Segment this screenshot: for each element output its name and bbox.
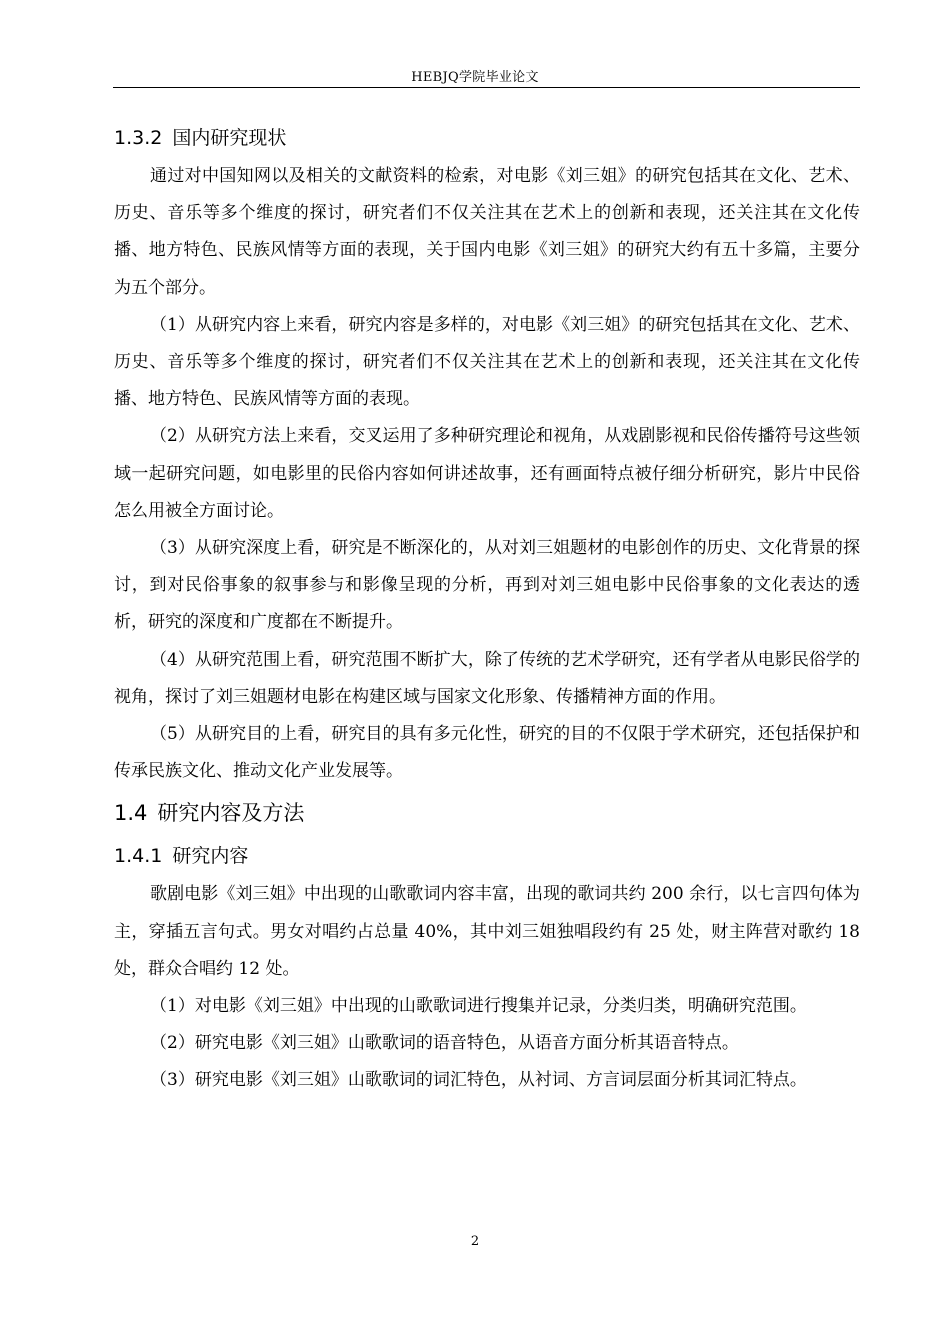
section-heading-1-3-2 [114, 118, 860, 158]
paragraph: 歌剧电影《刘三姐》中出现的山歌歌词内容丰富，出现的歌词共约 200 余行，以七言四句体为主，穿插五言句式。男女对唱约占总量 40%，其中刘三姐独唱段约有 25 处，财主阵营对歌约 18 处，群众合唱约 12 处。 [114, 884, 860, 979]
paragraph: （5）从研究目的上看，研究目的具有多元化性，研究的目的不仅限于学术研究，还包括保护和传承民族文化、推动文化产业发展等。 [114, 724, 860, 782]
section-heading-1-4 [114, 790, 860, 836]
paragraph: （1）对电影《刘三姐》中出现的山歌歌词进行搜集并记录，分类归类，明确研究范围。 [150, 996, 807, 1017]
paragraph: （4）从研究范围上看，研究范围不断扩大，除了传统的艺术学研究，还有学者从电影民俗学的视角，探讨了刘三姐题材电影在构建区域与国家文化形象、传播精神方面的作用。 [114, 649, 860, 707]
section-heading-1-4-1 [114, 836, 860, 876]
section-title: 研究内容及方法 [157, 801, 305, 826]
paragraph: （1）从研究内容上来看，研究内容是多样的，对电影《刘三姐》的研究包括其在文化、艺术、历史、音乐等多个维度的探讨，研究者们不仅关注其在艺术上的创新和表现，还关注其在文化传播、地方特色、民族风情等方面的表现。 [114, 314, 860, 410]
paragraph: （2）从研究方法上来看，交叉运用了多种研究理论和视角，从戏剧影视和民俗传播符号这些领域一起研究问题，如电影里的民俗内容如何讲述故事，还有画面特点被仔细分析研究，影片中民俗怎么用被全方面讨论。 [114, 426, 860, 521]
paragraph: （3）研究电影《刘三姐》山歌歌词的词汇特色，从衬词、方言词层面分析其词汇特点。 [150, 1070, 807, 1091]
section-number: 1.4 [114, 801, 148, 826]
section-number: 1.3.2 [114, 127, 163, 149]
paragraph: （3）从研究深度上看，研究是不断深化的，从对刘三姐题材的电影创作的历史、文化背景的探讨，到对民俗事象的叙事参与和影像呈现的分析，再到对刘三姐电影中民俗事象的文化表达的透析，研究的深度和广度都在不断提升。 [114, 538, 860, 633]
section-number: 1.4.1 [114, 845, 163, 868]
page-body [114, 118, 860, 1100]
running-header: HEBJQ学院毕业论文 [411, 70, 539, 85]
section-title: 研究内容 [172, 845, 249, 868]
paragraph: 通过对中国知网以及相关的文献资料的检索，对电影《刘三姐》的研究包括其在文化、艺术、历史、音乐等多个维度的探讨，研究者们不仅关注其在艺术上的创新和表现，还关注其在文化传播、地方特色、民族风情等方面的表现，关于国内电影《刘三姐》的研究大约有五十多篇，主要分为五个部分。 [114, 166, 860, 298]
header-divider [113, 87, 860, 88]
paragraph: （2）研究电影《刘三姐》山歌歌词的语音特色，从语音方面分析其语音特点。 [150, 1033, 739, 1054]
page-number: 2 [470, 1234, 480, 1249]
section-title: 国内研究现状 [172, 127, 287, 149]
